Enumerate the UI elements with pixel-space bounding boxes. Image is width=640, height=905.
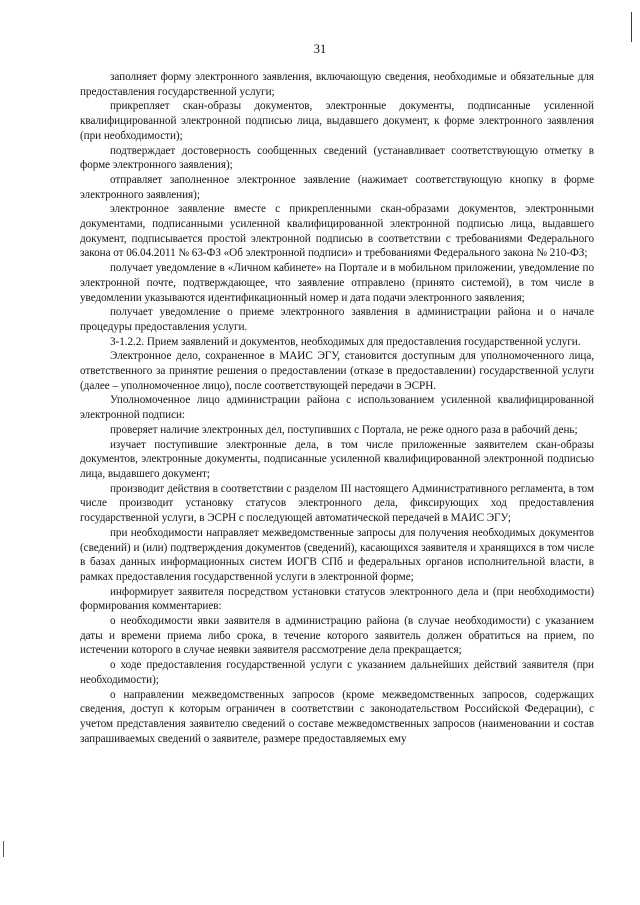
paragraph: получает уведомление о приеме электронного заявления в администрации района и о начале процедуры предоставления услуги. — [80, 306, 594, 333]
section-heading: 3-1.2.2. Прием заявлений и документов, необходимых для предоставления государственной услуги. — [110, 335, 581, 348]
scan-margin-mark — [3, 841, 4, 857]
document-body — [80, 70, 594, 746]
paragraph: информирует заявителя посредством установки статусов электронного дела и (при необходимости) формирования комментариев: — [80, 585, 594, 613]
paragraph: получает уведомление в «Личном кабинете» на Портале и в мобильном приложении, уведомление по электронной почте, подтверждающее, что заявление отправлено (принято системой), в том числе в уведомлении указываются идентификационный номер и дата подачи электронного заявления; — [80, 262, 594, 304]
paragraph: подтверждает достоверность сообщенных сведений (устанавливает соответствующую отметку в форме электронного заявления); — [80, 144, 594, 172]
paragraph: отправляет заполненное электронное заявление (нажимает соответствующую кнопку в форме электронного заявления); — [80, 173, 594, 201]
paragraph: Электронное дело, сохраненное в МАИС ЭГУ, становится доступным для уполномоченного лица, ответственного за принятие решения о предоставлении (отказе в предоставлении) государственной услуги (далее – уполномоченное лицо), после соответствующей передачи в ЭСРН. — [80, 350, 594, 392]
paragraph: заполняет форму электронного заявления, включающую сведения, необходимые и обязательные для предоставления государственной услуги; — [80, 71, 594, 98]
paragraph: о ходе предоставления государственной услуги с указанием дальнейших действий заявителя (при необходимости); — [80, 659, 594, 686]
paragraph: прикрепляет скан-образы документов, электронные документы, подписанные усиленной квалифицированной электронной подписью лица, выдавшего документ, к форме электронного заявления (при необходимости); — [80, 100, 594, 142]
paragraph: о направлении межведомственных запросов (кроме межведомственных запросов, содержащих сведения, доступ к которым ограничен в соответствии с законодательством Российской Федерации), с учетом представления заявителю сведений о составе межведомственных запросов (наименовании и состав запрашиваемых сведений о заявителе, размере предоставляемых ему — [80, 688, 594, 745]
paragraph: Уполномоченное лицо администрации района с использованием усиленной квалифицированной электронной подписи: — [80, 394, 594, 422]
paragraph: производит действия в соответствии с разделом III настоящего Административного регламента, в том числе производит установку статусов электронного дела, фиксирующих ход предоставления государственной услуги, в ЭСРН с последующей автоматической передачей в МАИС ЭГУ; — [80, 482, 594, 525]
page-number: 31 — [313, 42, 327, 56]
paragraph: о необходимости явки заявителя в администрацию района (в случае необходимости) с указанием даты и времени приема либо срока, в течение которого заявитель должен обратиться на прием, по истечении которого в случае неявки заявителя рассмотрение дела прекращается; — [80, 615, 594, 657]
paragraph: электронное заявление вместе с прикрепленными скан-образами документов, электронными документами, подписанными усиленной квалифицированной электронной подписью лица, выдавшего документ, подписывается простой электронной подписью в соответствии с требованиями Федерального закона от 06.04.2011 № 63-ФЗ «Об электронной подписи» и требованиями Федерального закона № 210-ФЗ; — [80, 203, 594, 260]
paragraph: проверяет наличие электронных дел, поступивших с Портала, не реже одного раза в рабочий день; — [110, 423, 578, 436]
paragraph: изучает поступившие электронные дела, в том числе приложенные заявителем скан-образы документов, электронные документы, подписанные усиленной квалифицированной электронной подписью лица, выдавшего документ; — [80, 438, 594, 480]
scan-edge-line — [631, 12, 632, 42]
paragraph: при необходимости направляет межведомственные запросы для получения необходимых документов (сведений) и (или) подтверждения документов (сведений), касающихся заявителя и хранящихся в том числе в базах данных информационных систем ИОГВ СПб и федеральных органов исполнительной власти, в рамках предоставления государственной услуги в электронной форме; — [80, 526, 594, 583]
